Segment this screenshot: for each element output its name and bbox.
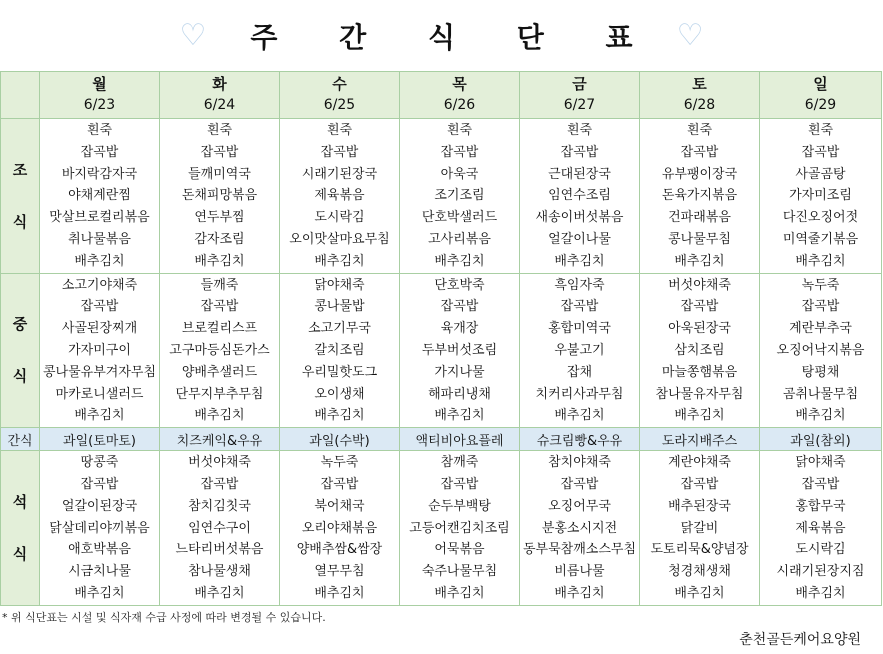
breakfast-cell <box>40 119 160 274</box>
menu-item: 어묵볶음 <box>434 542 485 558</box>
dinner-cell <box>400 451 520 606</box>
dinner-cell <box>160 451 280 606</box>
menu-item: 배추김치 <box>314 585 365 601</box>
menu-item: 배추된장국 <box>668 498 731 514</box>
menu-item: 계란야채죽 <box>668 455 731 471</box>
title-bar <box>0 8 883 64</box>
meal-label-bottom: 식 <box>12 367 28 386</box>
lunch-row <box>1 273 882 428</box>
menu-item: 흰죽 <box>446 123 473 138</box>
lunch-cell <box>160 273 280 428</box>
menu-item: 얼갈이나물 <box>548 231 611 247</box>
menu-item: 우리밀핫도그 <box>301 364 378 380</box>
menu-item: 녹두죽 <box>801 277 840 293</box>
menu-item: 흰죽 <box>326 123 353 138</box>
lunch-cell <box>520 273 640 428</box>
menu-item: 분홍소시지전 <box>541 520 618 536</box>
menu-item: 고구마등심돈가스 <box>169 342 270 358</box>
menu-item: 참깨죽 <box>440 455 479 471</box>
menu-item: 흰죽 <box>566 123 593 138</box>
menu-item: 잡곡밥 <box>560 299 599 315</box>
menu-item: 미역줄기볶음 <box>782 231 859 247</box>
menu-item: 오이생채 <box>314 386 365 402</box>
menu-item: 잡곡밥 <box>320 476 359 492</box>
menu-item: 돈채피망볶음 <box>181 188 258 204</box>
menu-item: 잡곡밥 <box>440 299 479 315</box>
day-date: 6/25 <box>323 97 356 113</box>
snack-cell: 도라지배주스 <box>640 428 760 451</box>
menu-item: 시래기된장지짐 <box>776 564 865 580</box>
menu-item: 배추김치 <box>554 253 605 269</box>
menu-item: 잡곡밥 <box>801 144 840 160</box>
menu-item: 삼치조림 <box>674 342 725 358</box>
menu-item: 오이맛살마요무침 <box>289 231 390 247</box>
menu-item: 배추김치 <box>74 585 125 601</box>
menu-item: 양배추샐러드 <box>181 364 258 380</box>
menu-item: 배추김치 <box>74 253 125 269</box>
menu-item: 해파리냉채 <box>428 386 491 402</box>
dinner-row <box>1 451 882 606</box>
menu-item: 시래기된장국 <box>301 166 378 182</box>
menu-item: 조기조림 <box>434 188 485 204</box>
menu-item: 잡곡밥 <box>560 476 599 492</box>
day-header-sat <box>640 72 760 119</box>
lunch-cell <box>400 273 520 428</box>
menu-item: 근대된장국 <box>548 166 611 182</box>
menu-item: 계란부추국 <box>789 321 852 337</box>
day-name: 일 <box>813 75 828 93</box>
day-name: 금 <box>572 75 587 93</box>
menu-item: 제육볶음 <box>795 520 846 536</box>
menu-item: 얼갈이된장국 <box>61 498 138 514</box>
menu-item: 탕평채 <box>801 364 840 380</box>
menu-item: 오리야채볶음 <box>301 520 378 536</box>
menu-item: 고사리볶음 <box>428 231 491 247</box>
menu-item: 배추김치 <box>194 585 245 601</box>
day-name: 토 <box>692 75 707 93</box>
menu-item: 오징어무국 <box>548 498 611 514</box>
menu-item: 녹두죽 <box>320 455 359 471</box>
menu-item: 참나물생채 <box>188 564 251 580</box>
menu-item: 도토리묵&양념장 <box>650 542 749 558</box>
menu-item: 배추김치 <box>674 253 725 269</box>
lunch-cell <box>640 273 760 428</box>
menu-item: 사골곰탕 <box>795 166 846 182</box>
dinner-cell <box>640 451 760 606</box>
menu-item: 잡곡밥 <box>80 144 119 160</box>
menu-item: 숙주나물무침 <box>421 564 498 580</box>
menu-item: 다진오징어젓 <box>782 210 859 226</box>
menu-item: 순두부백탕 <box>428 498 491 514</box>
menu-item: 연두부찜 <box>194 210 245 226</box>
breakfast-cell <box>160 119 280 274</box>
menu-item: 참치김칫국 <box>188 498 251 514</box>
menu-item: 유부팽이장국 <box>661 166 738 182</box>
day-header-fri <box>520 72 640 119</box>
lunch-cell <box>760 273 882 428</box>
menu-item: 고등어캔김치조림 <box>409 520 510 536</box>
menu-item: 흰죽 <box>686 123 713 138</box>
menu-item: 야채계란찜 <box>68 188 131 204</box>
meal-label-top: 조 <box>12 160 28 179</box>
meal-label-top: 중 <box>12 315 28 334</box>
weekly-menu-table <box>0 71 882 606</box>
menu-item: 시금치나물 <box>68 564 131 580</box>
menu-item: 배추김치 <box>674 408 725 424</box>
snack-cell: 과일(토마토) <box>40 428 160 451</box>
menu-item: 느타리버섯볶음 <box>175 542 264 558</box>
day-date: 6/23 <box>83 97 116 113</box>
menu-item: 마늘쫑햄볶음 <box>661 364 738 380</box>
menu-item: 잡곡밥 <box>320 144 359 160</box>
lunch-label <box>1 273 40 428</box>
day-date: 6/27 <box>563 97 596 113</box>
dinner-cell <box>280 451 400 606</box>
menu-item: 잡곡밥 <box>560 144 599 160</box>
menu-item: 콩나물유부겨자무침 <box>42 364 157 380</box>
day-name: 수 <box>332 75 347 93</box>
menu-item: 잡곡밥 <box>680 299 719 315</box>
breakfast-row <box>1 119 882 274</box>
menu-item: 배추김치 <box>194 253 245 269</box>
menu-item: 청경채생채 <box>668 564 731 580</box>
menu-item: 단무지부추무침 <box>175 386 264 402</box>
menu-item: 동부묵참깨소스무침 <box>522 542 637 558</box>
menu-item: 가지나물 <box>434 364 485 380</box>
meal-label-top: 석 <box>12 492 28 511</box>
meal-label-bottom: 식 <box>12 212 28 231</box>
menu-item: 마카로니샐러드 <box>55 386 144 402</box>
menu-item: 버섯야채죽 <box>188 455 251 471</box>
menu-item: 아욱된장국 <box>668 321 731 337</box>
menu-item: 잡곡밥 <box>801 476 840 492</box>
menu-item: 임연수구이 <box>188 520 251 536</box>
menu-item: 닭야채죽 <box>314 277 365 293</box>
day-name: 화 <box>212 75 227 93</box>
menu-item: 배추김치 <box>314 408 365 424</box>
day-date: 6/24 <box>203 97 236 113</box>
day-name: 목 <box>452 75 467 93</box>
snack-label: 간식 <box>1 428 40 451</box>
menu-item: 돈육가지볶음 <box>661 188 738 204</box>
dinner-cell <box>520 451 640 606</box>
menu-item: 땅콩죽 <box>80 455 119 471</box>
breakfast-label <box>1 119 40 274</box>
organization-name: 춘천골든케어요양원 <box>739 632 861 648</box>
day-header-sun <box>760 72 882 119</box>
menu-item: 들깨죽 <box>200 277 239 293</box>
menu-item: 닭살데리야끼볶음 <box>49 520 150 536</box>
menu-item: 배추김치 <box>194 408 245 424</box>
breakfast-cell <box>400 119 520 274</box>
menu-item: 가자미구이 <box>68 342 131 358</box>
menu-item: 닭야채죽 <box>795 455 846 471</box>
menu-item: 배추김치 <box>795 585 846 601</box>
menu-item: 배추김치 <box>434 408 485 424</box>
day-header-row <box>1 72 882 119</box>
menu-item: 바지락감자국 <box>61 166 138 182</box>
menu-item: 홍합무국 <box>795 498 846 514</box>
menu-item: 감자조림 <box>194 231 245 247</box>
footer-note: * 위 식단표는 시설 및 식자재 수급 사정에 따라 변경될 수 있습니다. <box>2 611 326 624</box>
menu-item: 우불고기 <box>554 342 605 358</box>
dinner-cell <box>40 451 160 606</box>
menu-item: 가자미조림 <box>789 188 852 204</box>
menu-item: 들깨미역국 <box>188 166 251 182</box>
breakfast-cell <box>640 119 760 274</box>
menu-item: 소고기무국 <box>308 321 371 337</box>
menu-item: 잡곡밥 <box>801 299 840 315</box>
menu-item: 새송이버섯볶음 <box>535 210 624 226</box>
snack-cell: 과일(참외) <box>760 428 882 451</box>
lunch-cell <box>280 273 400 428</box>
day-date: 6/26 <box>443 97 476 113</box>
snack-cell: 치즈케익&우유 <box>160 428 280 451</box>
menu-item: 배추김치 <box>554 585 605 601</box>
menu-item: 사골된장찌개 <box>61 321 138 337</box>
menu-item: 단호박샐러드 <box>421 210 498 226</box>
breakfast-cell <box>280 119 400 274</box>
snack-row <box>1 428 882 451</box>
menu-item: 배추김치 <box>74 408 125 424</box>
menu-item: 홍합미역국 <box>548 321 611 337</box>
menu-item: 단호박죽 <box>434 277 485 293</box>
menu-item: 흑임자죽 <box>554 277 605 293</box>
menu-item: 배추김치 <box>554 408 605 424</box>
day-header-wed <box>280 72 400 119</box>
menu-item: 애호박볶음 <box>68 542 131 558</box>
menu-item: 흰죽 <box>807 123 834 138</box>
menu-item: 양배추쌈&쌈장 <box>296 542 383 558</box>
snack-cell: 슈크림빵&우유 <box>520 428 640 451</box>
menu-item: 곰취나물무침 <box>782 386 859 402</box>
corner-cell <box>1 72 40 119</box>
day-date: 6/29 <box>804 97 837 113</box>
menu-item: 잡곡밥 <box>440 476 479 492</box>
menu-item: 잡곡밥 <box>200 299 239 315</box>
menu-item: 열무무침 <box>314 564 365 580</box>
menu-item: 잡곡밥 <box>80 476 119 492</box>
day-date: 6/28 <box>683 97 716 113</box>
menu-item: 육개장 <box>440 321 479 337</box>
menu-item: 두부버섯조림 <box>421 342 498 358</box>
menu-item: 배추김치 <box>795 408 846 424</box>
menu-item: 건파래볶음 <box>668 210 731 226</box>
day-header-thu <box>400 72 520 119</box>
menu-item: 참나물유자무침 <box>655 386 744 402</box>
menu-item: 비름나물 <box>554 564 605 580</box>
menu-item: 잡곡밥 <box>200 144 239 160</box>
menu-item: 참치야채죽 <box>548 455 611 471</box>
menu-item: 맛살브로컬리볶음 <box>49 210 150 226</box>
menu-item: 흰죽 <box>86 123 113 138</box>
menu-item: 잡곡밥 <box>80 299 119 315</box>
menu-item: 갈치조림 <box>314 342 365 358</box>
menu-item: 닭갈비 <box>680 520 719 536</box>
menu-item: 배추김치 <box>674 585 725 601</box>
menu-item: 흰죽 <box>206 123 233 138</box>
menu-item: 배추김치 <box>795 253 846 269</box>
dinner-label <box>1 451 40 606</box>
menu-item: 브로컬리스프 <box>181 321 258 337</box>
menu-item: 도시락김 <box>795 542 846 558</box>
page-title: 주 간 식 단 표 <box>250 21 659 54</box>
menu-item: 도시락김 <box>314 210 365 226</box>
breakfast-cell <box>760 119 882 274</box>
menu-item: 치커리사과무침 <box>535 386 624 402</box>
menu-item: 임연수조림 <box>548 188 611 204</box>
day-header-mon <box>40 72 160 119</box>
dinner-cell <box>760 451 882 606</box>
snack-cell: 액티비아요플레 <box>400 428 520 451</box>
lunch-cell <box>40 273 160 428</box>
menu-item: 북어채국 <box>314 498 365 514</box>
menu-item: 잡채 <box>566 364 593 380</box>
menu-item: 소고기야채죽 <box>61 277 138 293</box>
menu-item: 배추김치 <box>434 253 485 269</box>
day-name: 월 <box>92 75 107 93</box>
heart-right-icon: ♡ <box>676 18 704 53</box>
meal-label-bottom: 식 <box>12 544 28 563</box>
menu-item: 잡곡밥 <box>680 476 719 492</box>
menu-item: 버섯야채죽 <box>668 277 731 293</box>
menu-item: 오징어낙지볶음 <box>776 342 865 358</box>
day-header-tue <box>160 72 280 119</box>
menu-item: 잡곡밥 <box>200 476 239 492</box>
menu-item: 콩나물밥 <box>314 299 365 315</box>
menu-item: 제육볶음 <box>314 188 365 204</box>
menu-item: 콩나물무침 <box>668 231 731 247</box>
menu-item: 배추김치 <box>314 253 365 269</box>
heart-left-icon: ♡ <box>179 18 207 53</box>
menu-item: 취나물볶음 <box>68 231 131 247</box>
menu-item: 아욱국 <box>440 166 479 182</box>
menu-item: 잡곡밥 <box>440 144 479 160</box>
snack-cell: 과일(수박) <box>280 428 400 451</box>
menu-item: 잡곡밥 <box>680 144 719 160</box>
breakfast-cell <box>520 119 640 274</box>
menu-item: 배추김치 <box>434 585 485 601</box>
